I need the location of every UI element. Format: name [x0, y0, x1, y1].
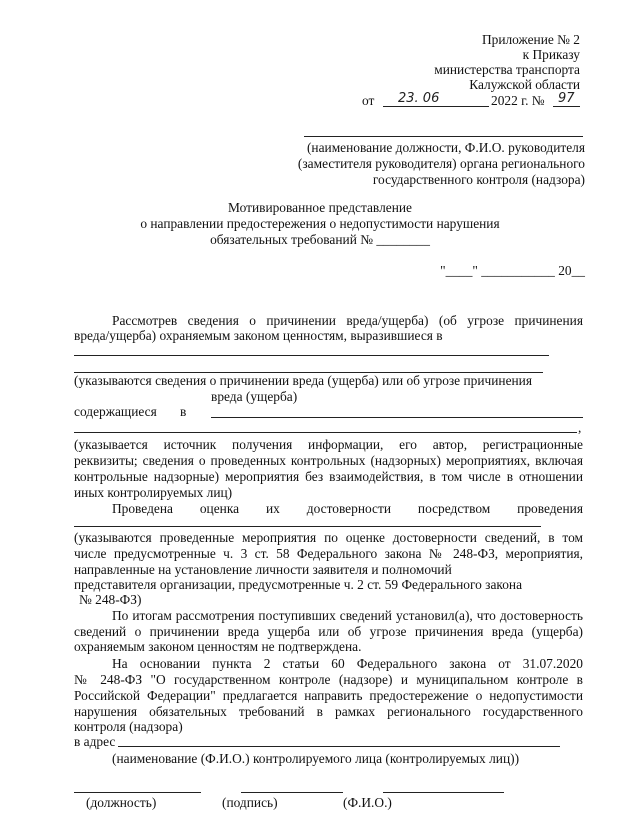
addressee-caption-3: государственного контроля (надзора)	[372, 172, 585, 187]
appendix-label: Приложение № 2	[481, 32, 580, 47]
fill-line-1	[74, 355, 549, 356]
signature-caption: (подпись)	[222, 795, 278, 810]
position-line	[74, 792, 201, 793]
note4-caption: (наименование (Ф.И.О.) контролируемого лица (контролируемых лиц))	[112, 751, 520, 766]
para4-line3: Российской Федерации" предлагается направить предостережение о недопустимости	[74, 688, 583, 703]
para1-line1: Рассмотрев сведения о причинении вреда/ущерба) (об угрозе причинения	[112, 313, 583, 328]
para3-line3: охраняемым законом ценностям не подтверждена.	[74, 639, 362, 654]
note3-line3: направленные на установление личности заявителя и полномочий	[74, 562, 452, 577]
para2-line1: Проведена оценка их достоверности посредством проведения	[112, 501, 583, 516]
note2-line3: контрольные надзорные) мероприятия без взаимодействия, в том числе в отношении	[74, 469, 583, 484]
doc-title-3: обязательных требований № ________	[210, 232, 430, 247]
para3-line1: По итогам рассмотрения поступивших сведений установил(а), что достоверность	[112, 608, 583, 623]
position-caption: (должность)	[86, 795, 157, 810]
date-underline	[383, 106, 489, 107]
addressee-caption-1: (наименование должности, Ф.И.О. руководителя	[306, 140, 585, 155]
note1-line2: вреда (ущерба)	[211, 389, 298, 404]
note2-line4: иных контролируемых лиц)	[74, 485, 233, 500]
fill-line-6	[118, 746, 560, 747]
contained-label: содержащиеся	[74, 404, 157, 419]
contained-in-label: в	[180, 404, 187, 419]
note3-line2: числе предусмотренные ч. 3 ст. 58 Федерального закона № 248-ФЗ, мероприятия,	[74, 546, 583, 561]
order-label: к Приказу	[522, 47, 580, 62]
region-label: Калужской области	[469, 77, 580, 92]
doc-title-1: Мотивированное представление	[228, 200, 412, 215]
doc-date-line: "____" ___________ 20__	[440, 263, 585, 278]
number-handwritten: 97	[558, 91, 575, 106]
date-prefix: от	[362, 93, 375, 108]
note3-line1: (указываются проведенные мероприятия по оценке достоверности сведений, в том	[74, 530, 583, 545]
para1-line2: вреда/ущерба) охраняемым законом ценностям, выразившиеся в	[74, 328, 443, 343]
date-handwritten: 23. 06	[398, 91, 440, 106]
fill-line-5	[74, 526, 541, 527]
para4-line4: нарушения обязательных требований в рамках регионального государственного	[74, 704, 583, 719]
fill-line-4	[74, 432, 577, 433]
para4-line1: На основании пункта 2 статьи 60 Федерального закона от 31.07.2020	[112, 656, 583, 671]
para3-line2: сведений о причинении вреда ущерба или об угрозе причинения вреда (ущерба)	[74, 624, 583, 639]
year-number-label: 2022 г. №	[491, 93, 545, 108]
addressee-line	[304, 136, 583, 137]
note2-line1: (указывается источник получения информации, его автор, регистрационные	[74, 437, 583, 452]
note1-line1: (указываются сведения о причинении вреда (ущерба) или об угрозе причинения	[74, 373, 533, 388]
ministry-label: министерства транспорта	[434, 62, 580, 77]
para4-line2: № 248-ФЗ "О государственном контроле (надзоре) и муниципальном контроле в	[74, 672, 583, 687]
to-address-label: в адрес	[74, 734, 116, 749]
name-caption: (Ф.И.О.)	[343, 795, 392, 810]
para4-line5: контроля (надзора)	[74, 719, 183, 734]
fill-line-3	[211, 417, 583, 418]
note2-line2: реквизиты; сведения о проведенных контрольных (надзорных) мероприятиях, включая	[74, 453, 583, 468]
number-underline	[553, 106, 580, 107]
comma-mark: ,	[578, 420, 582, 435]
addressee-caption-2: (заместителя руководителя) органа регионального	[297, 156, 585, 171]
doc-title-2: о направлении предостережения о недопустимости нарушения	[140, 216, 500, 231]
name-line	[383, 792, 504, 793]
note3-line5: № 248-ФЗ)	[79, 592, 142, 607]
signature-line	[241, 792, 343, 793]
note3-line4: представителя организации, предусмотренные ч. 2 ст. 59 Федерального закона	[74, 577, 523, 592]
